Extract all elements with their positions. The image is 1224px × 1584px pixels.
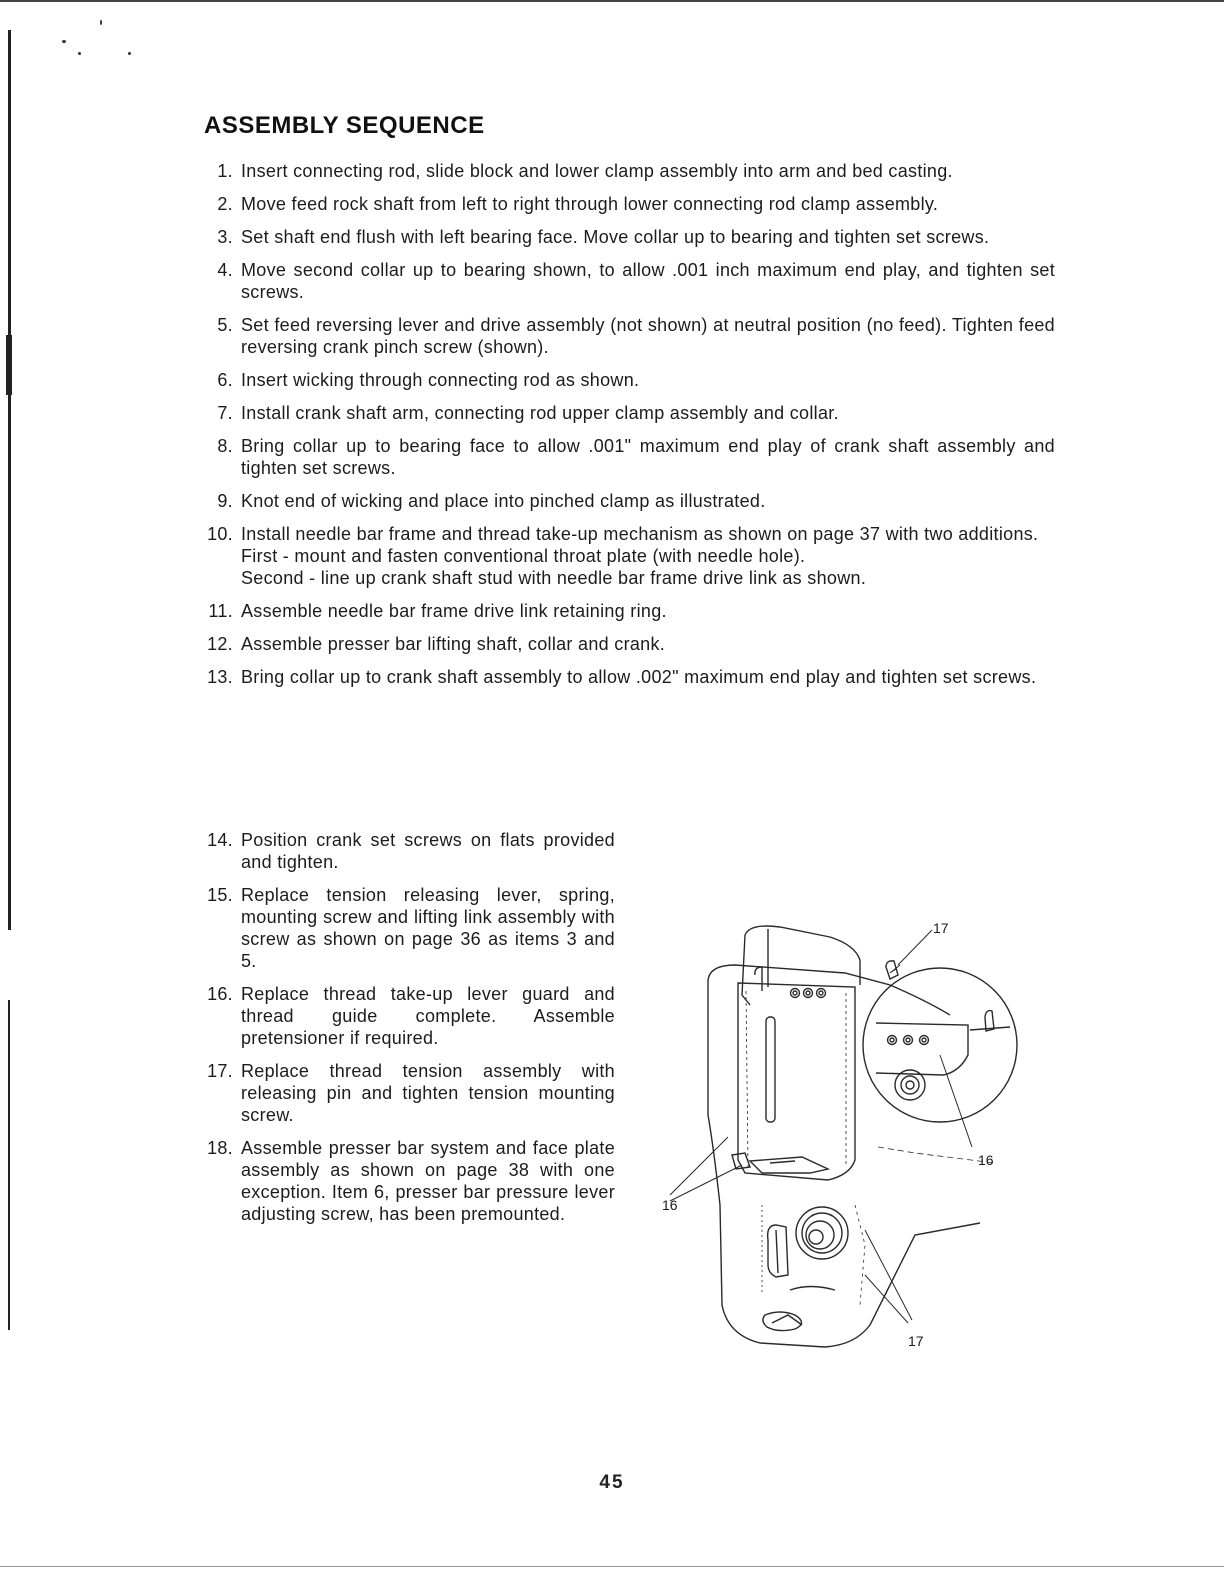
step-number: 15.: [207, 885, 233, 905]
step-number: 18.: [207, 1138, 233, 1158]
step-item: [195, 983, 615, 1049]
step-number: 3.: [217, 227, 233, 247]
step-item: [195, 600, 1055, 622]
step-item: [195, 435, 1055, 479]
page-number: 45: [599, 1472, 625, 1493]
step-item: [195, 369, 1055, 391]
step-text: Assemble presser bar system and face plate assembly as shown on page 38 with one exception. Item 6, presser bar pressure lever adjusting screw, has been premounted.: [241, 1138, 615, 1224]
step-number: 17.: [207, 1061, 233, 1081]
step-item: [195, 160, 1055, 182]
step-item: [195, 402, 1055, 424]
step-number: 10.: [207, 524, 233, 544]
step-number: 6.: [217, 370, 233, 390]
step-subtext: Second - line up crank shaft stud with needle bar frame drive link as shown.: [241, 568, 867, 588]
scan-speck: [100, 20, 102, 25]
machine-head-illustration: [708, 926, 1017, 1347]
step-number: 9.: [217, 491, 233, 511]
callout-label: 16: [978, 1152, 994, 1168]
step-number: 16.: [207, 984, 233, 1004]
step-item: [195, 490, 1055, 512]
step-item: [195, 1137, 615, 1225]
step-item: [195, 226, 1055, 248]
step-text: Move feed rock shaft from left to right through lower connecting rod clamp assembly.: [241, 194, 939, 214]
step-text: Insert wicking through connecting rod as shown.: [241, 370, 640, 390]
step-text: Position crank set screws on flats provided and tighten.: [241, 830, 615, 872]
step-number: 2.: [217, 194, 233, 214]
step-text: Knot end of wicking and place into pinched clamp as illustrated.: [241, 491, 766, 511]
step-number: 14.: [207, 830, 233, 850]
bottom-scan-rule: [0, 1566, 1224, 1567]
callout-label: 17: [908, 1333, 924, 1349]
step-item: [195, 259, 1055, 303]
scan-edge-mark: [8, 1000, 10, 1330]
callout-label: 17: [933, 920, 949, 936]
machine-head-diagram: [650, 905, 1020, 1360]
step-item: [195, 523, 1055, 589]
step-text: Replace thread take-up lever guard and thread guide complete. Assemble pretensioner if required.: [241, 984, 615, 1048]
step-number: 5.: [217, 315, 233, 335]
step-text: Assemble presser bar lifting shaft, collar and crank.: [241, 634, 666, 654]
step-text: Bring collar up to bearing face to allow .001" maximum end play of crank shaft assembly and tighten set screws.: [241, 436, 1055, 478]
step-number: 11.: [208, 601, 233, 621]
step-text: Install needle bar frame and thread take-up mechanism as shown on page 37 with two additions.: [241, 524, 1039, 544]
step-text: Bring collar up to crank shaft assembly to allow .002" maximum end play and tighten set screws.: [241, 667, 1037, 687]
step-text: Insert connecting rod, slide block and lower clamp assembly into arm and bed casting.: [241, 161, 953, 181]
step-item: [195, 666, 1055, 688]
step-text: Set feed reversing lever and drive assembly (not shown) at neutral position (no feed). Tighten feed reversing crank pinch screw (shown).: [241, 315, 1055, 357]
step-item: [195, 314, 1055, 358]
top-scan-rule: [0, 0, 1224, 2]
step-text: Set shaft end flush with left bearing face. Move collar up to bearing and tighten set screws.: [241, 227, 990, 247]
step-item: [195, 193, 1055, 215]
scan-speck: [62, 40, 66, 43]
step-number: 12.: [207, 634, 233, 654]
scan-speck: [128, 52, 131, 55]
assembly-steps-left-column: [195, 829, 615, 1225]
callout-label: 16: [662, 1197, 678, 1213]
step-text: Replace thread tension assembly with releasing pin and tighten tension mounting screw.: [241, 1061, 615, 1125]
scan-edge-mark: [8, 30, 11, 930]
step-text: Assemble needle bar frame drive link retaining ring.: [241, 601, 667, 621]
scan-speck: [78, 52, 81, 55]
step-item: [195, 633, 1055, 655]
step-number: 8.: [217, 436, 233, 456]
step-number: 4.: [217, 260, 233, 280]
step-subtext: First - mount and fasten conventional throat plate (with needle hole).: [241, 546, 806, 566]
step-number: 13.: [207, 667, 233, 687]
scan-edge-mark: [6, 335, 12, 395]
step-text: Replace tension releasing lever, spring, mounting screw and lifting link assembly with screw as shown on page 36 as items 3 and 5.: [241, 885, 615, 971]
step-number: 7.: [217, 403, 233, 423]
step-item: [195, 884, 615, 972]
assembly-steps-full-width: [195, 160, 1055, 688]
page-title: ASSEMBLY SEQUENCE: [204, 112, 485, 139]
step-item: [195, 829, 615, 873]
step-text: Install crank shaft arm, connecting rod upper clamp assembly and collar.: [241, 403, 839, 423]
step-number: 1.: [217, 161, 233, 181]
step-text: Move second collar up to bearing shown, to allow .001 inch maximum end play, and tighten set screws.: [241, 260, 1055, 302]
step-item: [195, 1060, 615, 1126]
